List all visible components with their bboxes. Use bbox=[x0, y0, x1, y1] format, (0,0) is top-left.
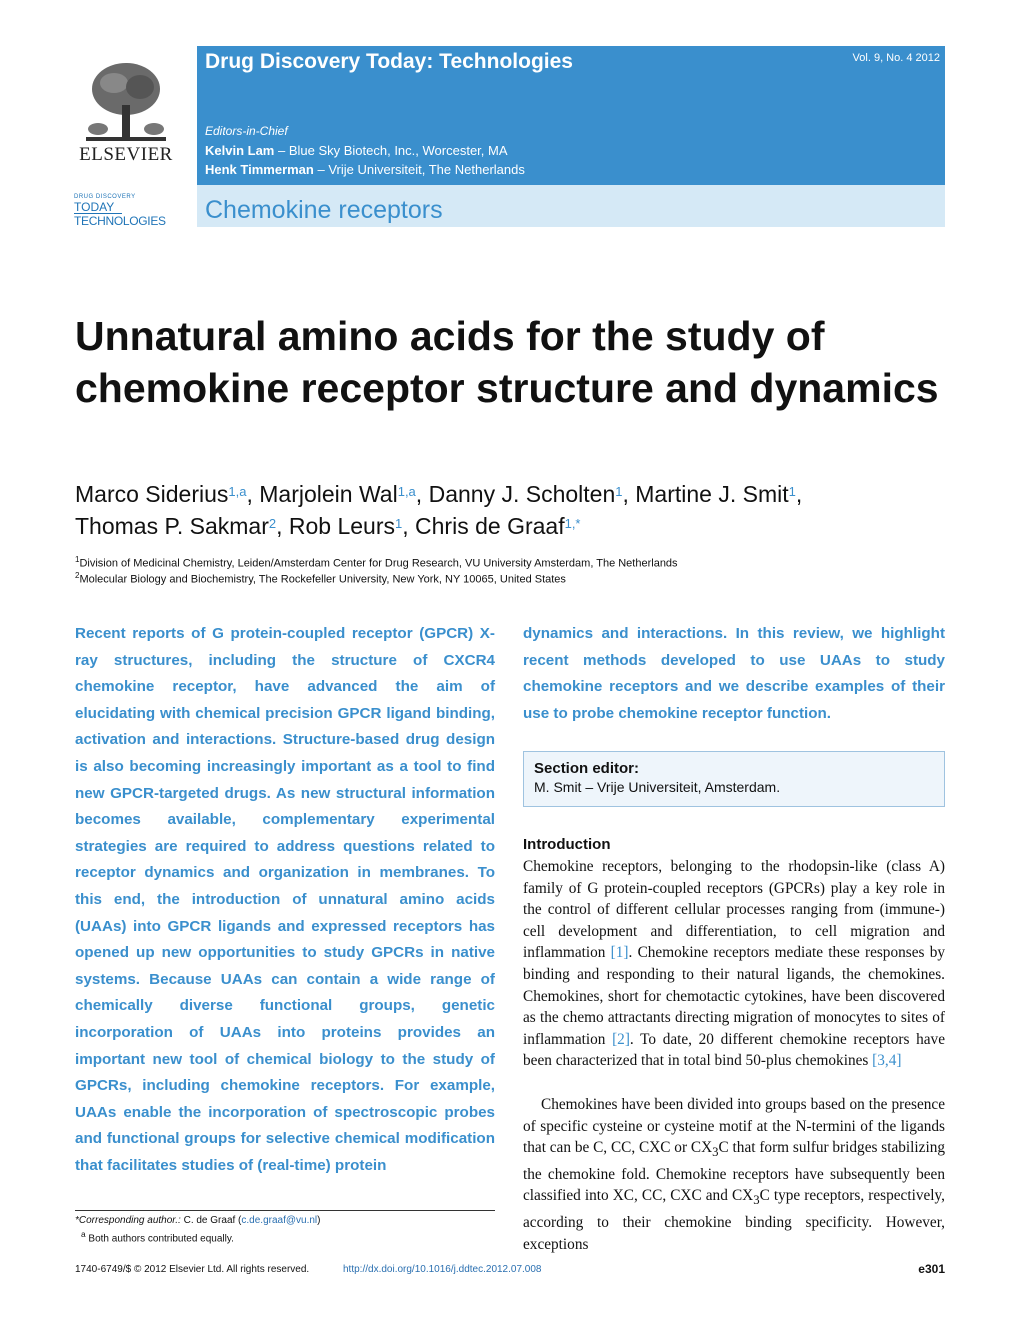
author-sup[interactable]: 1,a bbox=[228, 484, 247, 499]
body-text: . To date, 20 different chemokine receptors have been characterized that in total bind 50-plus chemokines bbox=[523, 1030, 945, 1070]
author-sup[interactable]: 1,* bbox=[564, 516, 581, 531]
author-sup[interactable]: 1 bbox=[615, 484, 623, 499]
journal-logo-line3: TECHNOLOGIES bbox=[74, 214, 166, 228]
author-name: Marjolein Wal bbox=[259, 481, 398, 507]
author-name: Chris de Graaf bbox=[415, 513, 565, 539]
affiliation-text: Molecular Biology and Biochemistry, The Rockefeller University, New York, NY 10065, United States bbox=[79, 573, 566, 586]
doi-link[interactable]: http://dx.doi.org/10.1016/j.ddtec.2012.07.008 bbox=[343, 1264, 542, 1275]
body-text: Chemokines have been divided into groups based on the presence of specific cysteine or cysteine motif at the N-termini of the ligands that can be C, CC, CXC or CX bbox=[523, 1096, 945, 1157]
author-sep: , bbox=[415, 481, 429, 507]
citation-link[interactable]: [3,4] bbox=[872, 1052, 902, 1070]
author-name: Danny J. Scholten bbox=[428, 481, 616, 507]
journal-logo-line2: TODAY bbox=[74, 201, 122, 214]
journal-title: Drug Discovery Today: Technologies bbox=[205, 50, 573, 73]
subscript: 3 bbox=[753, 1193, 760, 1208]
editor-2-affiliation: – Vrije Universiteit, The Netherlands bbox=[317, 162, 525, 177]
body-text: C that form sulfur bridges stabilizing the chemokine fold. Chemokine receptors have subsequently been classified into XC, CC, CXC and CX bbox=[523, 1139, 945, 1205]
author-sup[interactable]: 1,a bbox=[397, 484, 416, 499]
body-text: C type receptors, respectively, according to their chemokine binding specificity. However, exceptions bbox=[523, 1187, 945, 1253]
author-name: Rob Leurs bbox=[288, 513, 396, 539]
author-sep: , bbox=[622, 481, 636, 507]
author-sep: , bbox=[402, 513, 416, 539]
body-paragraph-1 bbox=[523, 856, 945, 1072]
page-number: e301 bbox=[918, 1262, 945, 1276]
editor-1-name: Kelvin Lam bbox=[205, 143, 275, 158]
author-sup[interactable]: 2 bbox=[268, 516, 277, 531]
editor-1 bbox=[205, 143, 508, 158]
author-name: Thomas P. Sakmar bbox=[75, 513, 269, 539]
footnote-text: C. de Graaf ( bbox=[180, 1215, 242, 1226]
author-name: Marco Siderius bbox=[75, 481, 229, 507]
affiliation-num: 1 bbox=[75, 555, 80, 564]
volume-info: Vol. 9, No. 4 2012 bbox=[852, 52, 940, 64]
body-paragraph-2 bbox=[523, 1094, 945, 1255]
affiliation-text: Division of Medicinal Chemistry, Leiden/Amsterdam Center for Drug Research, VU University Amsterdam, The Netherlands bbox=[79, 557, 678, 570]
article-title: Unnatural amino acids for the study of chemokine receptor structure and dynamics bbox=[75, 313, 939, 411]
author-sep: , bbox=[246, 481, 260, 507]
section-title: Chemokine receptors bbox=[205, 196, 443, 224]
section-editor-value: M. Smit – Vrije Universiteit, Amsterdam. bbox=[534, 779, 781, 795]
footnote-corresponding bbox=[75, 1215, 320, 1226]
author-sep: , bbox=[276, 513, 289, 539]
editor-2-name: Henk Timmerman bbox=[205, 162, 314, 177]
footnote-rule bbox=[75, 1210, 495, 1211]
footnote-sup: a bbox=[81, 1229, 86, 1239]
affiliation-1 bbox=[75, 555, 678, 570]
author-sep: , bbox=[795, 481, 803, 507]
citation-link[interactable]: [2] bbox=[612, 1030, 630, 1048]
author-name: Martine J. Smit bbox=[635, 481, 789, 507]
intro-heading: Introduction bbox=[523, 836, 611, 853]
journal-logo bbox=[74, 194, 184, 228]
author-list bbox=[75, 478, 945, 542]
affiliation-2 bbox=[75, 571, 566, 586]
abstract-right: dynamics and interactions. In this review, we highlight recent methods developed to use UAAs to study chemokine receptors and we describe examples of their use to probe chemokine receptor function. bbox=[523, 625, 945, 722]
affiliation-num: 2 bbox=[75, 571, 80, 580]
footnote-label: *Corresponding author.: bbox=[75, 1215, 181, 1226]
footnote-text: ) bbox=[317, 1215, 321, 1226]
publisher-name: ELSEVIER bbox=[79, 144, 173, 165]
editor-1-affiliation: – Blue Sky Biotech, Inc., Worcester, MA bbox=[277, 143, 508, 158]
editor-2 bbox=[205, 162, 525, 177]
body-text: Chemokine receptors, belonging to the rhodopsin-like (class A) family of G protein-coupled receptors (GPCRs) play a key role in the control of different cellular processes ranging from (immune-) cell development and differentiation, to cell migration and inflammation bbox=[523, 858, 945, 962]
footer-copyright: 1740-6749/$ © 2012 Elsevier Ltd. All rights reserved. bbox=[75, 1264, 310, 1275]
author-sup[interactable]: 1 bbox=[788, 484, 796, 499]
footnote-text: Both authors contributed equally. bbox=[88, 1233, 234, 1245]
abstract-left: Recent reports of G protein-coupled receptor (GPCR) X-ray structures, including the structure of CXCR4 chemokine receptor, have advanced the aim of elucidating with chemical precision GPCR ligand binding, activation and interactions. Structure-based drug design is also becoming increasingly important as a tool to find new GPCR-targeted drugs. As new structural information becomes available, complementary experimental strategies are required to address questions related to receptor dynamics and organization in membranes. To this end, the introduction of unnatural amino acids (UAAs) into GPCR ligands and expressed receptors has opened up new opportunities to study GPCRs in native systems. Because UAAs can contain a wide range of chemically diverse functional groups, genetic incorporation of UAAs into proteins provides an important new tool of chemical biology to the study of GPCRs, including chemokine receptors. For example, UAAs enable the incorporation of spectroscopic probes and functional groups for selective chemical modification that facilitates studies of (real-time) protein bbox=[75, 625, 495, 1174]
journal-logo-line1: DRUG DISCOVERY bbox=[74, 194, 136, 200]
subscript: 3 bbox=[712, 1145, 719, 1160]
citation-link[interactable]: [1] bbox=[610, 944, 629, 962]
email-link[interactable]: c.de.graaf@vu.nl bbox=[241, 1215, 318, 1226]
section-editor-label: Section editor: bbox=[534, 760, 640, 777]
author-sup[interactable]: 1 bbox=[395, 516, 403, 531]
footnote-equal bbox=[75, 1229, 234, 1244]
editors-label: Editors-in-Chief bbox=[205, 124, 288, 138]
body-text: . Chemokine receptors mediate these responses by binding and responding to their natural ligands, the chemokines. Chemokines, short for chemotactic cytokines, have been discovered as the chemo attractants directing migration of monocytes to sites of inflammation bbox=[523, 944, 945, 1048]
